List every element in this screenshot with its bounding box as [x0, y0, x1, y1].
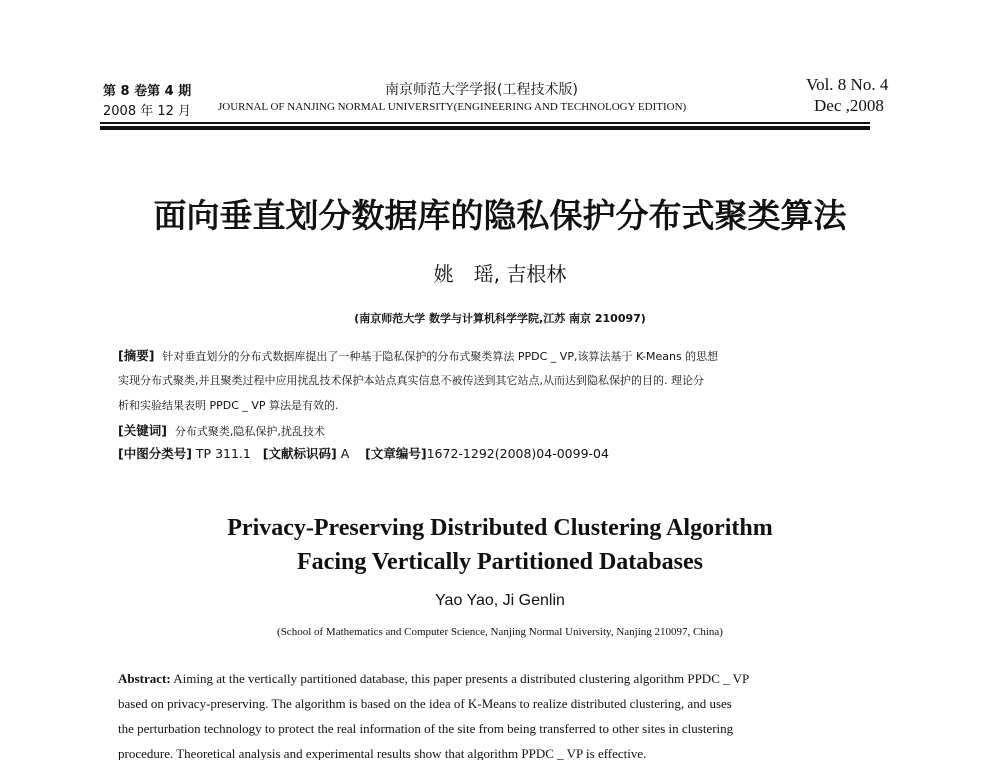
abstract-en-line-1: Abstract: Aiming at the vertically partitioned database, this paper presents a distributed clustering algorithm PPDC _ VP: [118, 671, 750, 686]
journal-en: JOURNAL OF NANJING NORMAL UNIVERSITY(ENGINEERING AND TECHNOLOGY EDITION): [218, 101, 687, 113]
authors-cn: 姚 瑶, 吉根林: [433, 262, 567, 286]
abstract-cn-line-1: [摘要] 针对垂直划分的分布式数据库提出了一种基于隐私保护的分布式聚类算法 PPDC _ VP,该算法基于 K-Means 的思想: [118, 348, 719, 363]
header-rule: [100, 122, 870, 124]
abstract-en-line-3: the perturbation technology to protect the real information of the site from being transferred to other sites in clustering: [118, 721, 734, 736]
classification-line: [中图分类号] TP 311.1 [文献标识码] A [文章编号]1672-1292(2008)04-0099-04: [118, 446, 609, 461]
authors-en: Yao Yao, Ji Genlin: [435, 592, 565, 609]
title-en-line-2: Facing Vertically Partitioned Databases: [297, 549, 703, 575]
date-en: Dec ,2008: [814, 96, 884, 115]
title-cn: 面向垂直划分数据库的隐私保护分布式聚类算法: [153, 196, 847, 235]
journal-cn: 南京师范大学学报(工程技术版): [385, 82, 578, 98]
keywords-cn: [关键词] 分布式聚类,隐私保护,扰乱技术: [118, 423, 325, 438]
abstract-en-line-2: based on privacy-preserving. The algorithm is based on the idea of K-Means to realize distributed clustering, and uses: [118, 696, 732, 711]
header-rule-thick: [100, 126, 870, 130]
abstract-cn-label: [摘要]: [118, 348, 155, 363]
volume-cn: 第 8 卷第 4 期: [103, 84, 192, 99]
abstract-en-line-4: procedure. Theoretical analysis and experimental results show that algorithm PPDC _ VP is effective.: [118, 746, 647, 760]
date-cn: 2008 年 12 月: [103, 104, 192, 119]
abstract-en-label: Abstract:: [118, 671, 171, 686]
volume-en: Vol. 8 No. 4: [806, 75, 889, 94]
abstract-cn-line-3: 析和实验结果表明 PPDC _ VP 算法是有效的.: [118, 399, 339, 412]
affiliation-cn: (南京师范大学 数学与计算机科学学院,江苏 南京 210097): [354, 312, 646, 325]
affiliation-en: (School of Mathematics and Computer Science, Nanjing Normal University, Nanjing 210097, China): [277, 626, 723, 638]
abstract-cn-line-2: 实现分布式聚类,并且聚类过程中应用扰乱技术保护本站点真实信息不被传送到其它站点,从而达到隐私保护的目的. 理论分: [118, 374, 704, 387]
title-en-line-1: Privacy-Preserving Distributed Clustering Algorithm: [227, 515, 773, 541]
